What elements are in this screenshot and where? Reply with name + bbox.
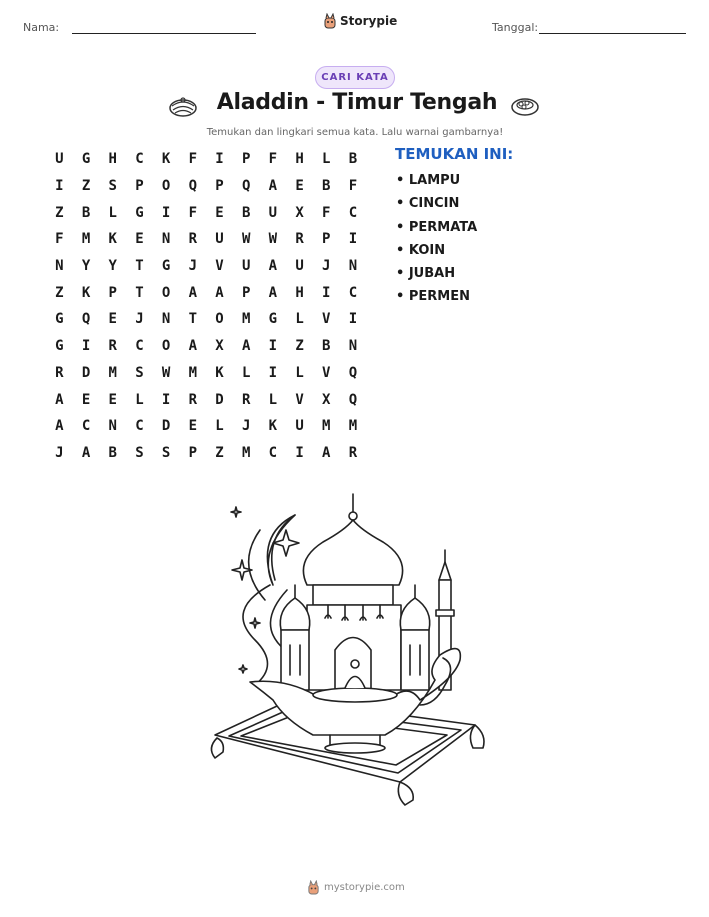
- grid-cell[interactable]: J: [135, 311, 144, 328]
- grid-cell[interactable]: R: [188, 231, 197, 248]
- word-list-item: • CINCIN: [396, 196, 460, 212]
- grid-cell[interactable]: I: [348, 311, 358, 328]
- grid-cell[interactable]: H: [295, 151, 304, 168]
- grid-cell[interactable]: J: [188, 258, 197, 275]
- grid-cell[interactable]: M: [81, 231, 91, 248]
- grid-cell[interactable]: F: [268, 151, 278, 168]
- grid-cell[interactable]: V: [215, 258, 224, 275]
- grid-cell[interactable]: Z: [55, 204, 64, 221]
- grid-cell[interactable]: F: [188, 204, 197, 221]
- word-search-grid: [46, 146, 366, 466]
- grid-cell[interactable]: A: [322, 444, 331, 461]
- grid-cell[interactable]: I: [322, 284, 331, 301]
- name-label: Nama:: [23, 21, 60, 34]
- grid-cell[interactable]: W: [241, 231, 251, 248]
- grid-cell[interactable]: A: [241, 338, 251, 355]
- grid-cell[interactable]: G: [161, 258, 171, 275]
- grid-cell[interactable]: Y: [108, 258, 117, 275]
- grid-cell[interactable]: M: [322, 418, 331, 435]
- grid-cell[interactable]: J: [241, 418, 251, 435]
- grid-cell[interactable]: S: [135, 364, 144, 381]
- grid-cell[interactable]: D: [161, 418, 171, 435]
- grid-cell[interactable]: X: [215, 338, 224, 355]
- grid-cell[interactable]: R: [295, 231, 304, 248]
- grid-cell[interactable]: P: [215, 178, 224, 195]
- grid-cell[interactable]: K: [268, 418, 278, 435]
- basket-icon: [510, 94, 540, 118]
- grid-cell[interactable]: W: [268, 231, 278, 248]
- grid-cell[interactable]: J: [55, 444, 64, 461]
- grid-cell[interactable]: R: [241, 391, 251, 408]
- grid-cell[interactable]: K: [161, 151, 171, 168]
- grid-cell[interactable]: L: [322, 151, 331, 168]
- grid-cell[interactable]: I: [55, 178, 64, 195]
- grid-cell[interactable]: E: [295, 178, 304, 195]
- grid-cell[interactable]: A: [215, 284, 224, 301]
- grid-cell[interactable]: T: [188, 311, 197, 328]
- grid-cell[interactable]: C: [135, 151, 144, 168]
- grid-cell[interactable]: Z: [215, 444, 224, 461]
- grid-cell[interactable]: N: [108, 418, 117, 435]
- grid-cell[interactable]: A: [268, 178, 278, 195]
- grid-cell[interactable]: N: [348, 338, 358, 355]
- grid-cell[interactable]: N: [161, 231, 171, 248]
- grid-cell[interactable]: C: [268, 444, 278, 461]
- grid-cell[interactable]: S: [135, 444, 144, 461]
- grid-cell[interactable]: A: [268, 258, 278, 275]
- grid-cell[interactable]: E: [188, 418, 197, 435]
- date-label: Tanggal:: [492, 21, 539, 34]
- grid-cell[interactable]: A: [268, 284, 278, 301]
- grid-cell[interactable]: R: [188, 391, 197, 408]
- grid-cell[interactable]: P: [241, 151, 251, 168]
- grid-cell[interactable]: C: [348, 284, 358, 301]
- grid-cell[interactable]: Q: [188, 178, 197, 195]
- grid-cell[interactable]: G: [81, 151, 91, 168]
- word-list-title: TEMUKAN INI:: [395, 145, 514, 163]
- grid-cell[interactable]: G: [135, 204, 144, 221]
- grid-cell[interactable]: P: [322, 231, 331, 248]
- grid-cell[interactable]: L: [295, 311, 304, 328]
- grid-cell[interactable]: L: [108, 204, 117, 221]
- grid-cell[interactable]: M: [188, 364, 197, 381]
- grid-cell[interactable]: U: [295, 258, 304, 275]
- grid-cell[interactable]: S: [161, 444, 171, 461]
- grid-cell[interactable]: A: [81, 444, 91, 461]
- grid-cell[interactable]: Q: [81, 311, 91, 328]
- grid-cell[interactable]: A: [188, 284, 197, 301]
- storypie-mascot-icon: [307, 880, 320, 895]
- grid-cell[interactable]: E: [215, 204, 224, 221]
- grid-cell[interactable]: D: [215, 391, 224, 408]
- grid-cell[interactable]: N: [161, 311, 171, 328]
- footer-url: mystorypie.com: [324, 882, 405, 893]
- grid-cell[interactable]: P: [188, 444, 197, 461]
- grid-cell[interactable]: P: [135, 178, 144, 195]
- grid-cell[interactable]: U: [55, 151, 64, 168]
- grid-cell[interactable]: B: [322, 178, 331, 195]
- grid-cell[interactable]: K: [81, 284, 91, 301]
- grid-cell[interactable]: E: [81, 391, 91, 408]
- grid-cell[interactable]: P: [108, 284, 117, 301]
- grid-cell[interactable]: C: [81, 418, 91, 435]
- grid-cell[interactable]: I: [295, 444, 304, 461]
- grid-cell[interactable]: L: [268, 391, 278, 408]
- grid-cell[interactable]: O: [161, 338, 171, 355]
- word-list: [396, 172, 477, 312]
- grid-cell[interactable]: B: [322, 338, 331, 355]
- grid-cell[interactable]: L: [295, 364, 304, 381]
- instructions: Temukan dan lingkari semua kata. Lalu warnai gambarnya!: [206, 127, 504, 138]
- grid-cell[interactable]: Z: [81, 178, 91, 195]
- grid-cell[interactable]: X: [322, 391, 331, 408]
- turban-icon: [168, 94, 198, 118]
- date-line: [539, 33, 686, 34]
- grid-cell[interactable]: T: [135, 284, 144, 301]
- grid-cell[interactable]: M: [108, 364, 117, 381]
- grid-cell[interactable]: W: [161, 364, 171, 381]
- grid-cell[interactable]: X: [295, 204, 304, 221]
- grid-cell[interactable]: F: [322, 204, 331, 221]
- page-title: Aladdin - Timur Tengah: [216, 90, 498, 115]
- category-badge: CARI KATA: [315, 66, 395, 89]
- grid-cell[interactable]: R: [348, 444, 358, 461]
- grid-cell[interactable]: K: [108, 231, 117, 248]
- grid-cell[interactable]: E: [108, 391, 117, 408]
- grid-cell[interactable]: F: [55, 231, 64, 248]
- grid-cell[interactable]: G: [268, 311, 278, 328]
- grid-cell[interactable]: E: [108, 311, 117, 328]
- grid-cell[interactable]: B: [241, 204, 251, 221]
- grid-cell[interactable]: V: [322, 311, 331, 328]
- footer: [307, 880, 405, 895]
- brand-logo: [323, 13, 397, 29]
- grid-cell[interactable]: Q: [348, 364, 358, 381]
- grid-cell[interactable]: B: [108, 444, 117, 461]
- grid-cell[interactable]: K: [215, 364, 224, 381]
- grid-cell[interactable]: M: [348, 418, 358, 435]
- grid-cell[interactable]: N: [55, 258, 64, 275]
- storypie-mascot-icon: [323, 13, 337, 29]
- grid-cell[interactable]: F: [348, 178, 358, 195]
- grid-cell[interactable]: U: [241, 258, 251, 275]
- grid-cell[interactable]: Q: [348, 391, 358, 408]
- grid-cell[interactable]: U: [295, 418, 304, 435]
- word-list-item: • KOIN: [396, 242, 446, 258]
- grid-cell[interactable]: O: [215, 311, 224, 328]
- brand-name: Storypie: [340, 14, 398, 28]
- grid-cell[interactable]: M: [241, 311, 251, 328]
- grid-cell[interactable]: A: [188, 338, 197, 355]
- grid-cell[interactable]: I: [161, 204, 171, 221]
- grid-cell[interactable]: L: [215, 418, 224, 435]
- word-list-item: • JUBAH: [396, 266, 456, 282]
- grid-cell[interactable]: D: [81, 364, 91, 381]
- grid-cell[interactable]: Y: [81, 258, 91, 275]
- grid-cell[interactable]: A: [55, 418, 64, 435]
- grid-cell[interactable]: C: [135, 338, 144, 355]
- grid-cell[interactable]: I: [348, 231, 358, 248]
- grid-cell[interactable]: U: [268, 204, 278, 221]
- grid-cell[interactable]: I: [215, 151, 224, 168]
- grid-cell[interactable]: B: [348, 151, 358, 168]
- grid-cell[interactable]: R: [108, 338, 117, 355]
- grid-cell[interactable]: I: [268, 338, 278, 355]
- grid-cell[interactable]: J: [322, 258, 331, 275]
- grid-cell[interactable]: T: [135, 258, 144, 275]
- grid-cell[interactable]: G: [55, 311, 64, 328]
- grid-cell[interactable]: A: [55, 391, 64, 408]
- grid-cell[interactable]: V: [322, 364, 331, 381]
- grid-cell[interactable]: E: [135, 231, 144, 248]
- grid-cell[interactable]: H: [295, 284, 304, 301]
- grid-cell[interactable]: H: [108, 151, 117, 168]
- grid-cell[interactable]: U: [215, 231, 224, 248]
- magic-lamp-palace-illustration: [195, 490, 515, 825]
- word-list-item: • PERMATA: [396, 219, 478, 235]
- grid-cell[interactable]: S: [108, 178, 117, 195]
- grid-cell[interactable]: G: [55, 338, 64, 355]
- name-line: [72, 33, 256, 34]
- grid-cell[interactable]: V: [295, 391, 304, 408]
- grid-cell[interactable]: I: [268, 364, 278, 381]
- word-list-item: • LAMPU: [396, 173, 461, 188]
- grid-cell[interactable]: C: [348, 204, 358, 221]
- grid-cell[interactable]: F: [188, 151, 197, 168]
- grid-cell[interactable]: M: [241, 444, 251, 461]
- grid-cell[interactable]: Q: [241, 178, 251, 195]
- word-list-item: • PERMEN: [396, 289, 470, 305]
- grid-cell[interactable]: I: [161, 391, 171, 408]
- grid-cell[interactable]: N: [348, 258, 358, 275]
- grid-cell[interactable]: P: [241, 284, 251, 301]
- grid-cell[interactable]: R: [55, 364, 64, 381]
- grid-cell[interactable]: B: [81, 204, 91, 221]
- grid-cell[interactable]: C: [135, 418, 144, 435]
- grid-cell[interactable]: L: [241, 364, 251, 381]
- grid-cell[interactable]: I: [81, 338, 91, 355]
- grid-cell[interactable]: O: [161, 284, 171, 301]
- grid-cell[interactable]: Z: [55, 284, 64, 301]
- grid-cell[interactable]: L: [135, 391, 144, 408]
- grid-cell[interactable]: O: [161, 178, 171, 195]
- grid-cell[interactable]: Z: [295, 338, 304, 355]
